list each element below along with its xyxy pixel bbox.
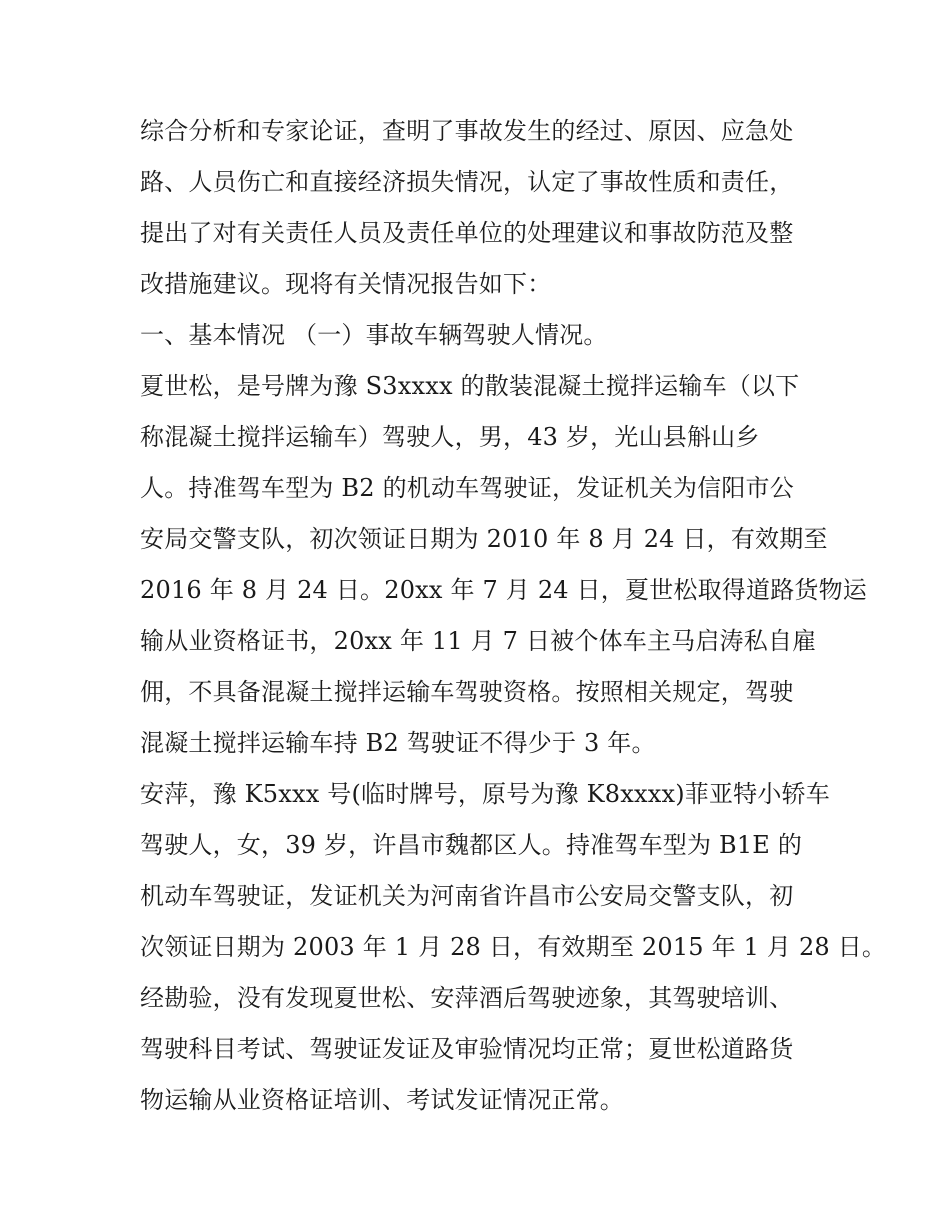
text-line: 经勘验，没有发现夏世松、安萍酒后驾驶迹象，其驾驶培训、 xyxy=(140,984,794,1012)
body-text xyxy=(140,106,887,1126)
text-line: 称混凝土搅拌运输车）驾驶人，男，43 岁，光山县斛山乡 xyxy=(140,423,760,451)
section-heading: 一、基本情况 （一）事故车辆驾驶人情况。 xyxy=(140,321,608,349)
text-line: 驾驶人，女，39 岁，许昌市魏都区人。持准驾车型为 B1E 的 xyxy=(140,831,803,859)
text-line: 人。持准驾车型为 B2 的机动车驾驶证，发证机关为信阳市公 xyxy=(140,474,794,502)
text-line: 混凝土搅拌运输车持 B2 驾驶证不得少于 3 年。 xyxy=(140,729,656,757)
text-line: 改措施建议。现将有关情况报告如下： xyxy=(140,270,552,298)
text-line: 驾驶科目考试、驾驶证发证及审验情况均正常；夏世松道路货 xyxy=(140,1035,794,1063)
text-line: 安萍，豫 K5xxx 号(临时牌号，原号为豫 K8xxxx)菲亚特小轿车 xyxy=(140,780,830,808)
text-line: 路、人员伤亡和直接经济损失情况，认定了事故性质和责任， xyxy=(140,168,794,196)
text-line: 夏世松，是号牌为豫 S3xxxx 的散装混凝土搅拌运输车（以下 xyxy=(140,372,800,400)
text-line: 安局交警支队，初次领证日期为 2010 年 8 月 24 日，有效期至 xyxy=(140,525,828,553)
text-line: 综合分析和专家论证，查明了事故发生的经过、原因、应急处 xyxy=(140,117,794,145)
text-line: 佣，不具备混凝土搅拌运输车驾驶资格。按照相关规定，驾驶 xyxy=(140,678,794,706)
text-line: 2016 年 8 月 24 日。20xx 年 7 月 24 日，夏世松取得道路货物运 xyxy=(140,576,867,604)
text-line: 机动车驾驶证，发证机关为河南省许昌市公安局交警支队，初 xyxy=(140,882,794,910)
text-line: 物运输从业资格证培训、考试发证情况正常。 xyxy=(140,1086,624,1114)
text-line: 提出了对有关责任人员及责任单位的处理建议和事故防范及整 xyxy=(140,219,794,247)
text-line: 输从业资格证书，20xx 年 11 月 7 日被个体车主马启涛私自雇 xyxy=(140,627,817,655)
text-line: 次领证日期为 2003 年 1 月 28 日，有效期至 2015 年 1 月 28 日。 xyxy=(140,933,887,961)
